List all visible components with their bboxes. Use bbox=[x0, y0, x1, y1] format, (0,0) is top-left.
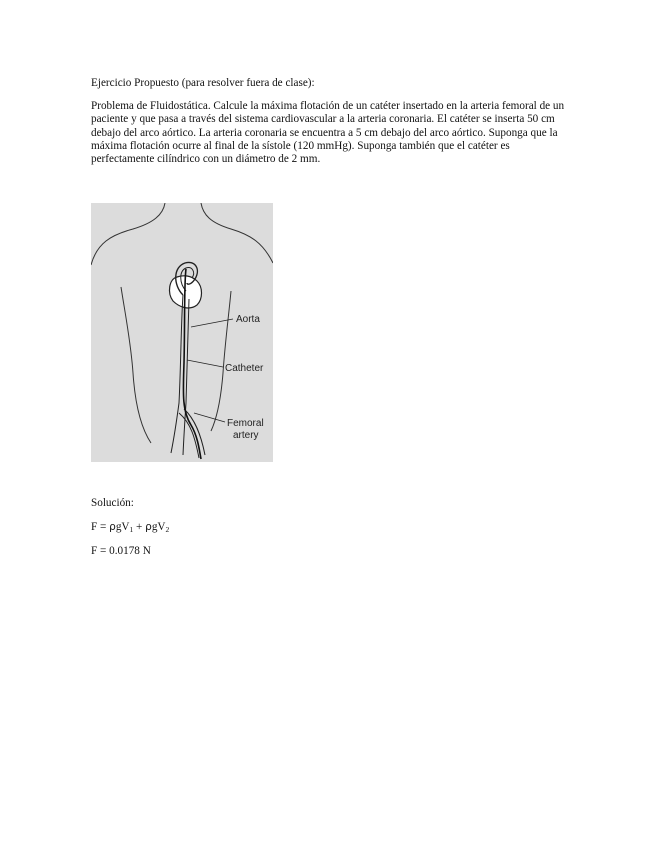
aorta-vessel-left bbox=[171, 295, 183, 453]
formula-lhs: F = bbox=[91, 521, 110, 533]
rho-symbol-2: ρ bbox=[145, 521, 152, 533]
label-catheter: Catheter bbox=[225, 363, 264, 374]
result-value: F = 0.0178 N bbox=[91, 545, 151, 557]
rho-symbol-1: ρ bbox=[109, 521, 116, 533]
torso-right bbox=[211, 291, 231, 431]
torso-left bbox=[121, 287, 151, 443]
solution-label: Solución: bbox=[91, 497, 134, 509]
problem-statement: Problema de Fluidostática. Calcule la máxima flotación de un catéter insertado en la arteria femoral de un paciente y que pasa a través del sistema cardiovascular a la arteria coronaria. El catéter se inserta 50 cm debajo del arco aórtico. La arteria coronaria se encuentra a 5 cm debajo del arco aórtico. Suponga que la máxima flotación ocurre al final de la sístole (120 mmHg). Suponga también que el catéter es perfectamente cilíndrico con un diámetro de 2 mm. bbox=[91, 100, 565, 166]
formula-term-1: gV bbox=[115, 521, 130, 533]
label-artery: artery bbox=[233, 430, 259, 441]
subscript-2: 2 bbox=[165, 525, 170, 534]
label-femoral: Femoral bbox=[227, 418, 264, 429]
formula bbox=[91, 521, 571, 534]
femoral-pointer bbox=[194, 413, 225, 422]
formula-plus: + bbox=[133, 521, 146, 533]
catheter-pointer bbox=[187, 360, 223, 367]
catheter-diagram bbox=[91, 203, 273, 462]
body-outline-left bbox=[91, 203, 165, 265]
catheter-figure bbox=[91, 203, 273, 462]
formula-term-2: gV bbox=[151, 521, 166, 533]
subscript-1: 1 bbox=[129, 525, 134, 534]
body-outline-right bbox=[201, 203, 273, 263]
exercise-heading: Ejercicio Propuesto (para resolver fuera de clase): bbox=[91, 77, 315, 89]
label-aorta: Aorta bbox=[236, 314, 260, 325]
aorta-pointer bbox=[191, 319, 233, 327]
